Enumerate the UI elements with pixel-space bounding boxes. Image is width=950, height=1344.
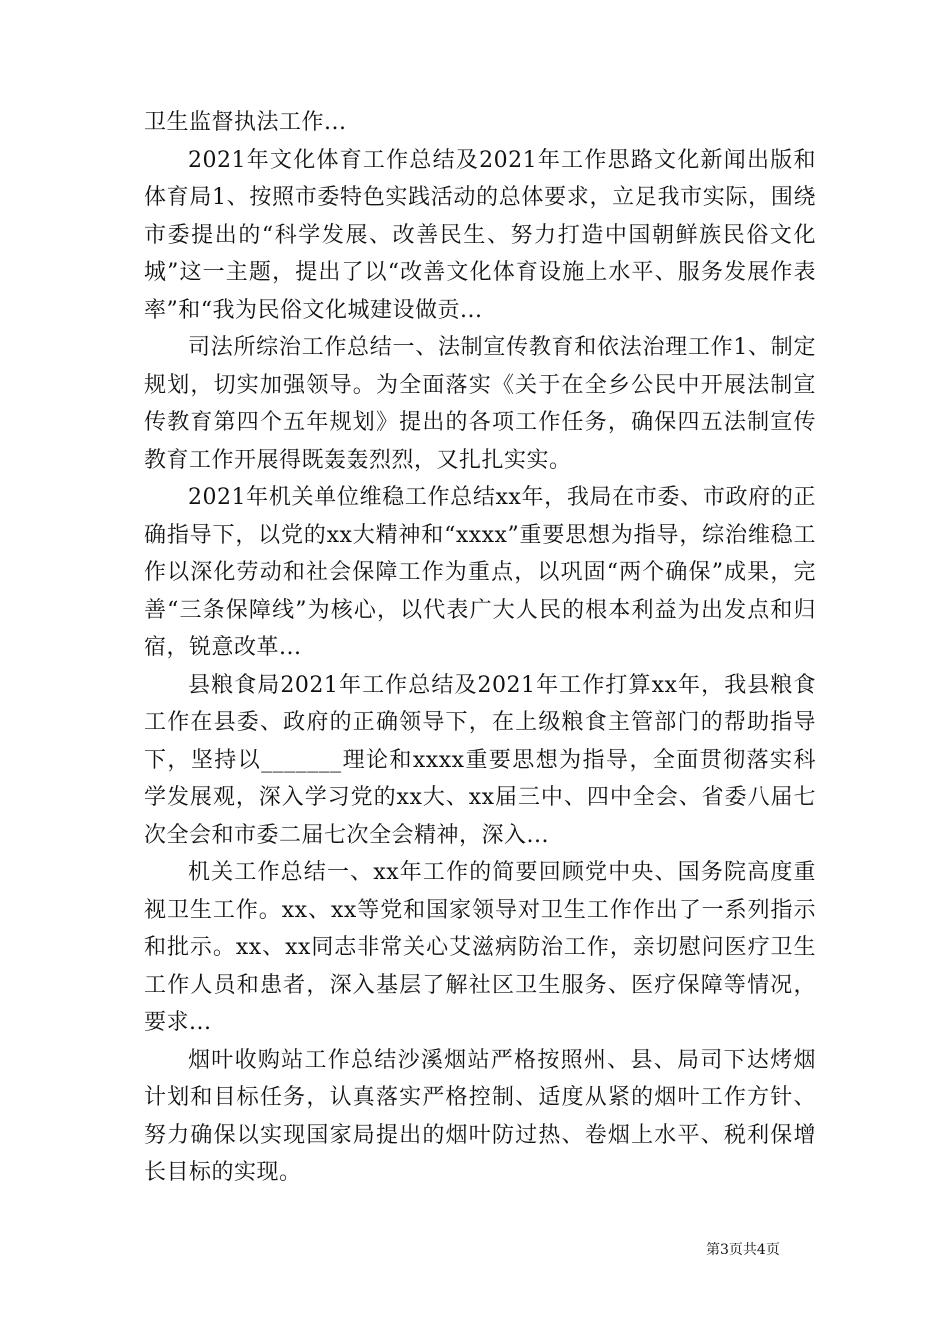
- paragraph-tobacco-station-summary: 烟叶收购站工作总结沙溪烟站严格按照州、县、局司下达烤烟计划和目标任务，认真落实严格控制、适度从紧的烟叶工作方针、努力确保以实现国家局提出的烟叶防过热、卷烟上水平、税利保增长目标的实现。: [144, 1047, 816, 1185]
- paragraph-grain-bureau-summary: 县粮食局2021年工作总结及2021年工作打算xx年，我县粮食工作在县委、政府的正确领导下，在上级粮食主管部门的帮助指导下，坚持以_______理论和xxxx重要思想为指导，全面贯彻落实科学发展观，深入学习党的xx大、xx届三中、四中全会、省委八届七次全会和市委二届七次全会精神，深入...: [144, 672, 816, 848]
- paragraph-continuation: 卫生监督执法工作...: [144, 110, 347, 135]
- page-indicator: 第3页共4页: [706, 1242, 780, 1258]
- paragraph-stability-summary: 2021年机关单位维稳工作总结xx年，我局在市委、市政府的正确指导下，以党的xx大精神和“xxxx”重要思想为指导，综治维稳工作以深化劳动和社会保障工作为重点，以巩固“两个确保”成果，完善“三条保障线”为核心，以代表广大人民的根本利益为出发点和归宿，锐意改革...: [144, 485, 816, 660]
- document-body: [144, 104, 816, 1192]
- paragraph-judicial-office-summary: 司法所综治工作总结一、法制宣传教育和依法治理工作1、制定规划，切实加强领导。为全面落实《关于在全乡公民中开展法制宣传教育第四个五年规划》提出的各项工作任务，确保四五法制宣传教育工作开展得既轰轰烈烈，又扎扎实实。: [144, 335, 816, 473]
- paragraph-culture-sports-summary: 2021年文化体育工作总结及2021年工作思路文化新闻出版和体育局1、按照市委特色实践活动的总体要求，立足我市实际，围绕市委提出的“科学发展、改善民生、努力打造中国朝鲜族民俗文化城”这一主题，提出了以“改善文化体育设施上水平、服务发展作表率”和“我为民俗文化城建设做贡...: [144, 147, 816, 323]
- paragraph-agency-work-summary: 机关工作总结一、xx年工作的简要回顾党中央、国务院高度重视卫生工作。xx、xx等党和国家领导对卫生工作作出了一系列指示和批示。xx、xx同志非常关心艾滋病防治工作，亲切慰问医疗卫生工作人员和患者，深入基层了解社区卫生服务、医疗保障等情况，要求...: [144, 860, 816, 1035]
